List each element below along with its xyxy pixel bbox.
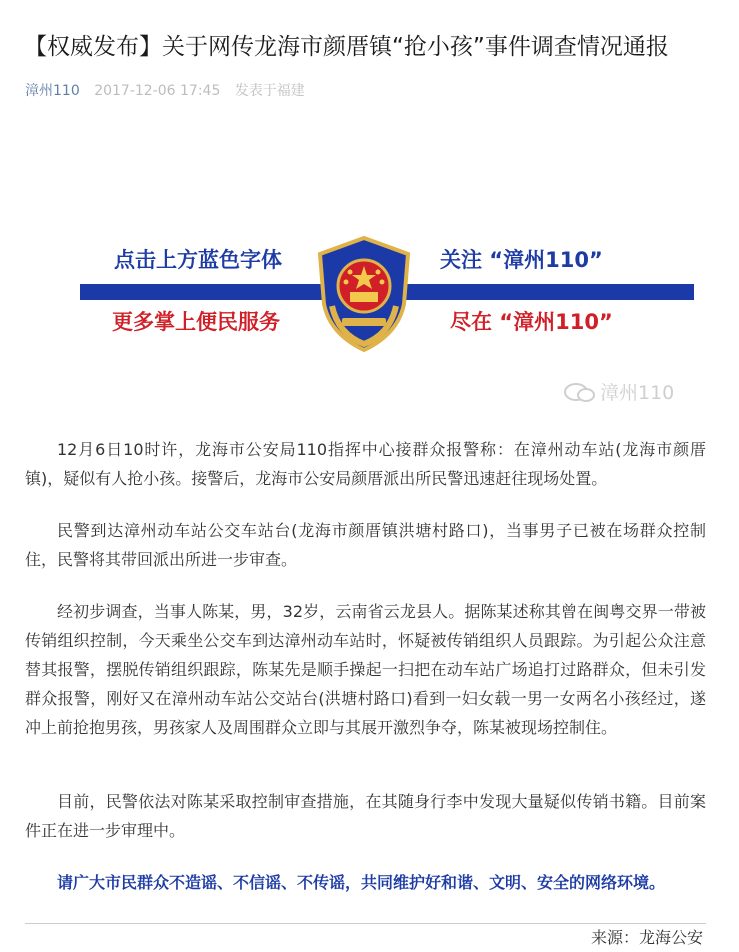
banner-watermark: [562, 378, 674, 406]
article-paragraph: 经初步调查，当事人陈某，男，32岁，云南省云龙县人。据陈某述称其曾在闽粤交界一带被传销组织控制，今天乘坐公交车到达漳州动车站时，怀疑被传销组织人员跟踪。为引起公众注意替其报警，摆脱传销组织跟踪，陈某先是顺手操起一扫把在动车站广场追打过路群众，但未引发群众报警，刚好又在漳州动车站公交站台(洪塘村路口)看到一妇女载一男一女两名小孩经过，遂冲上前抢抱男孩，男孩家人及周围群众立即与其展开激烈争夺，陈某被现场控制住。: [25, 602, 706, 737]
banner-watermark-text: 漳州110: [600, 382, 675, 404]
follow-banner-image: [78, 228, 704, 420]
article-source: 来源：龙海公安: [590, 928, 703, 947]
police-emblem-icon: [308, 234, 420, 354]
divider: [25, 923, 706, 924]
publish-date: 2017-12-06 17:45: [94, 83, 221, 99]
article-paragraph: 目前，民警依法对陈某采取控制审查措施，在其随身行李中发现大量疑似传销书籍。目前案件正在进一步审理中。: [25, 792, 706, 840]
banner-text-all-in: 尽在 “漳州110”: [450, 310, 613, 334]
banner-text-click-above: 点击上方蓝色字体: [114, 248, 282, 272]
article-paragraph: 民警到达漳州动车站公交车站台(龙海市颜厝镇洪塘村路口)，当事男子已被在场群众控制住，民警将其带回派出所进一步审查。: [25, 521, 706, 569]
account-name-link[interactable]: 漳州110: [25, 83, 80, 99]
banner-text-follow: 关注 “漳州110”: [440, 248, 603, 272]
publish-location: 发表于福建: [234, 83, 305, 99]
chat-bubble-icon: [562, 380, 596, 404]
public-notice: 请广大市民群众不造谣、不信谣、不传谣，共同维护好和谐、文明、安全的网络环境。: [57, 873, 666, 892]
banner-text-more-services: 更多掌上便民服务: [112, 310, 280, 334]
article-title: 【权威发布】关于网传龙海市颜厝镇“抢小孩”事件调查情况通报: [24, 34, 669, 60]
article-paragraph: 12月6日10时许，龙海市公安局110指挥中心接群众报警称：在漳州动车站(龙海市颜厝镇)，疑似有人抢小孩。接警后，龙海市公安局颜厝派出所民警迅速赶往现场处置。: [25, 440, 706, 488]
article-meta: [25, 80, 305, 102]
